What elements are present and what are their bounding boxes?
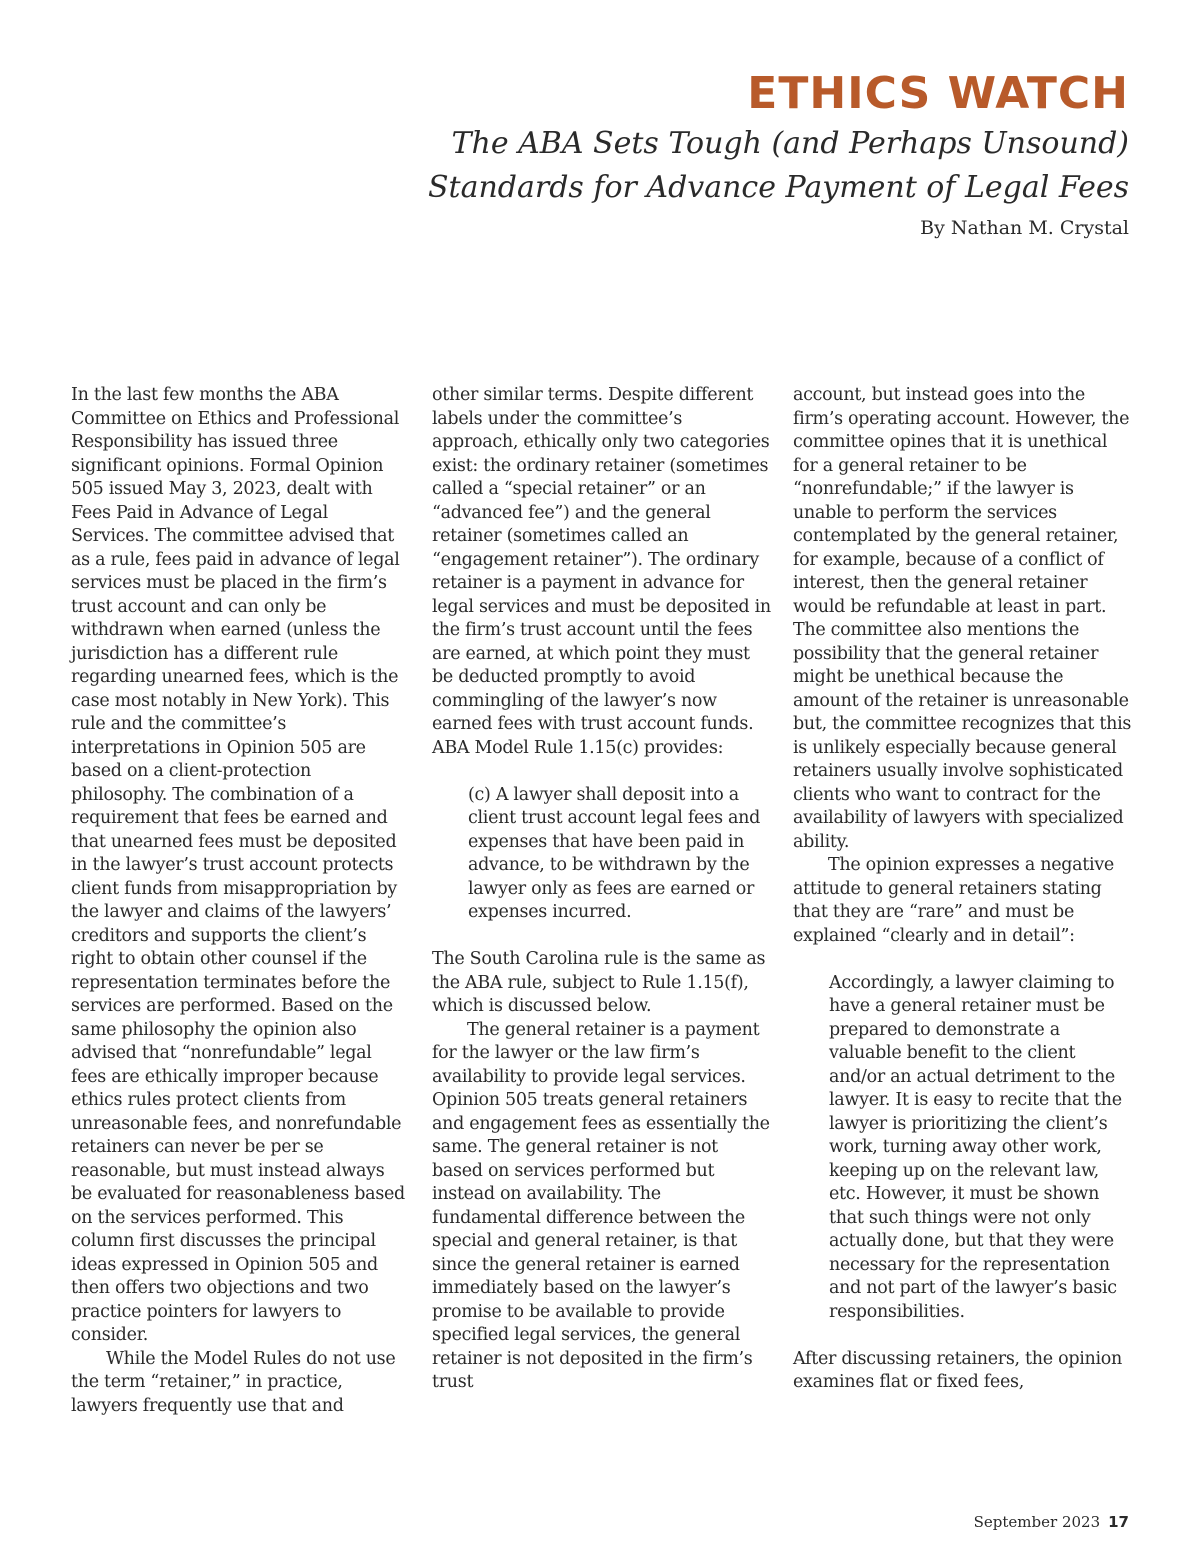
paragraph: account, but instead goes into the firm’s operating account. However, the committee opines that it is unethical for a general retainer to be “nonrefundable;” if the lawyer is unable to perform the services contemplated by the general retainer, for example, because of a conflict of interest, then the general retainer would be refundable at least in part. The committee also mentions the possibility that the general retainer might be unethical because the amount of the retainer is unreasonable but, the committee recognizes that this is unlikely especially because general retainers usually involve sophisticated clients who want to contract for the availability of lawyers with specialized ability. bbox=[793, 385, 1132, 852]
title-line-2: Standards for Advance Payment of Legal Fees bbox=[427, 170, 1129, 205]
issue-date: September 2023 bbox=[973, 1513, 1101, 1531]
column-3 bbox=[793, 384, 1133, 1395]
page-footer bbox=[974, 1513, 1129, 1531]
paragraph: other similar terms. Despite different labels under the committee’s approach, ethically only two categories exist: the ordinary retainer (sometimes called a “special retainer” or an “advanced fee”) and the general retainer (sometimes called an “engagement retainer”). The ordinary retainer is a payment in advance for legal services and must be deposited in the firm’s trust account until the fees are earned, at which point they must be deducted promptly to avoid commingling of the lawyer’s now earned fees with trust account funds. ABA Model Rule 1.15(c) provides: bbox=[432, 385, 771, 758]
byline: By Nathan M. Crystal bbox=[920, 217, 1129, 239]
paragraph: The general retainer is a payment for the lawyer or the law firm’s availability to provide legal services. Opinion 505 treats general retainers and engagement fees as essentially the same. The general retainer is not based on services performed but instead on availability. The fundamental difference between the special and general retainer, is that since the general retainer is earned immediately based on the lawyer’s promise to be available to provide specified legal services, the general retainer is not deposited in the firm’s trust bbox=[432, 1019, 770, 1392]
title-line-1: The ABA Sets Tough (and Perhaps Unsound) bbox=[451, 126, 1129, 161]
article-header bbox=[369, 68, 1129, 242]
article-title bbox=[369, 122, 1129, 210]
column-1 bbox=[71, 384, 407, 1418]
paragraph: After discussing retainers, the opinion examines flat or fixed fees, bbox=[793, 1348, 1122, 1392]
paragraph: While the Model Rules do not use the term “retainer,” in practice, lawyers frequently use that and bbox=[71, 1348, 396, 1416]
column-2 bbox=[432, 384, 772, 1395]
rule-quote: (c) A lawyer shall deposit into a client trust account legal fees and expenses that have been paid in advance, to be withdrawn by the lawyer only as fees are earned or expenses incurred. bbox=[468, 784, 761, 922]
paragraph: In the last few months the ABA Committee on Ethics and Professional Responsibility has issued three significant opinions. Formal Opinion 505 issued May 3, 2023, dealt with Fees Paid in Advance of Legal Services. The committee advised that as a rule, fees paid in advance of legal services must be placed in the firm’s trust account and can only be withdrawn when earned (unless the jurisdiction has a different rule regarding unearned fees, which is the case most notably in New York). This rule and the committee’s interpretations in Opinion 505 are based on a client-protection philosophy. The combination of a requirement that fees be earned and that unearned fees must be deposited in the lawyer’s trust account protects client funds from misappropriation by the lawyer and claims of the lawyers’ creditors and supports the client’s right to obtain other counsel if the representation terminates before the services are performed. Based on the same philosophy the opinion also advised that “nonrefundable” legal fees are ethically improper because ethics rules protect clients from unreasonable fees, and nonrefundable retainers can never be per se reasonable, but must instead always be evaluated for reasonableness based on the services performed. This column first discusses the principal ideas expressed in Opinion 505 and then offers two objections and two practice pointers for lawyers to consider. bbox=[71, 385, 405, 1345]
page-number: 17 bbox=[1108, 1513, 1129, 1531]
opinion-quote: Accordingly, a lawyer claiming to have a general retainer must be prepared to demonstrate a valuable benefit to the client and/or an actual detriment to the lawyer. It is easy to recite that the lawyer is prioritizing the client’s work, turning away other work, keeping up on the relevant law, etc. However, it must be shown that such things were not only actually done, but that they were necessary for the representation and not part of the lawyer’s basic responsibilities. bbox=[829, 972, 1122, 1322]
section-kicker: ETHICS WATCH bbox=[747, 68, 1129, 119]
paragraph: The opinion expresses a negative attitude to general retainers stating that they are “rare” and must be explained “clearly and in detail”: bbox=[793, 855, 1114, 946]
paragraph: The South Carolina rule is the same as the ABA rule, subject to Rule 1.15(f), which is discussed below. bbox=[432, 949, 766, 1016]
